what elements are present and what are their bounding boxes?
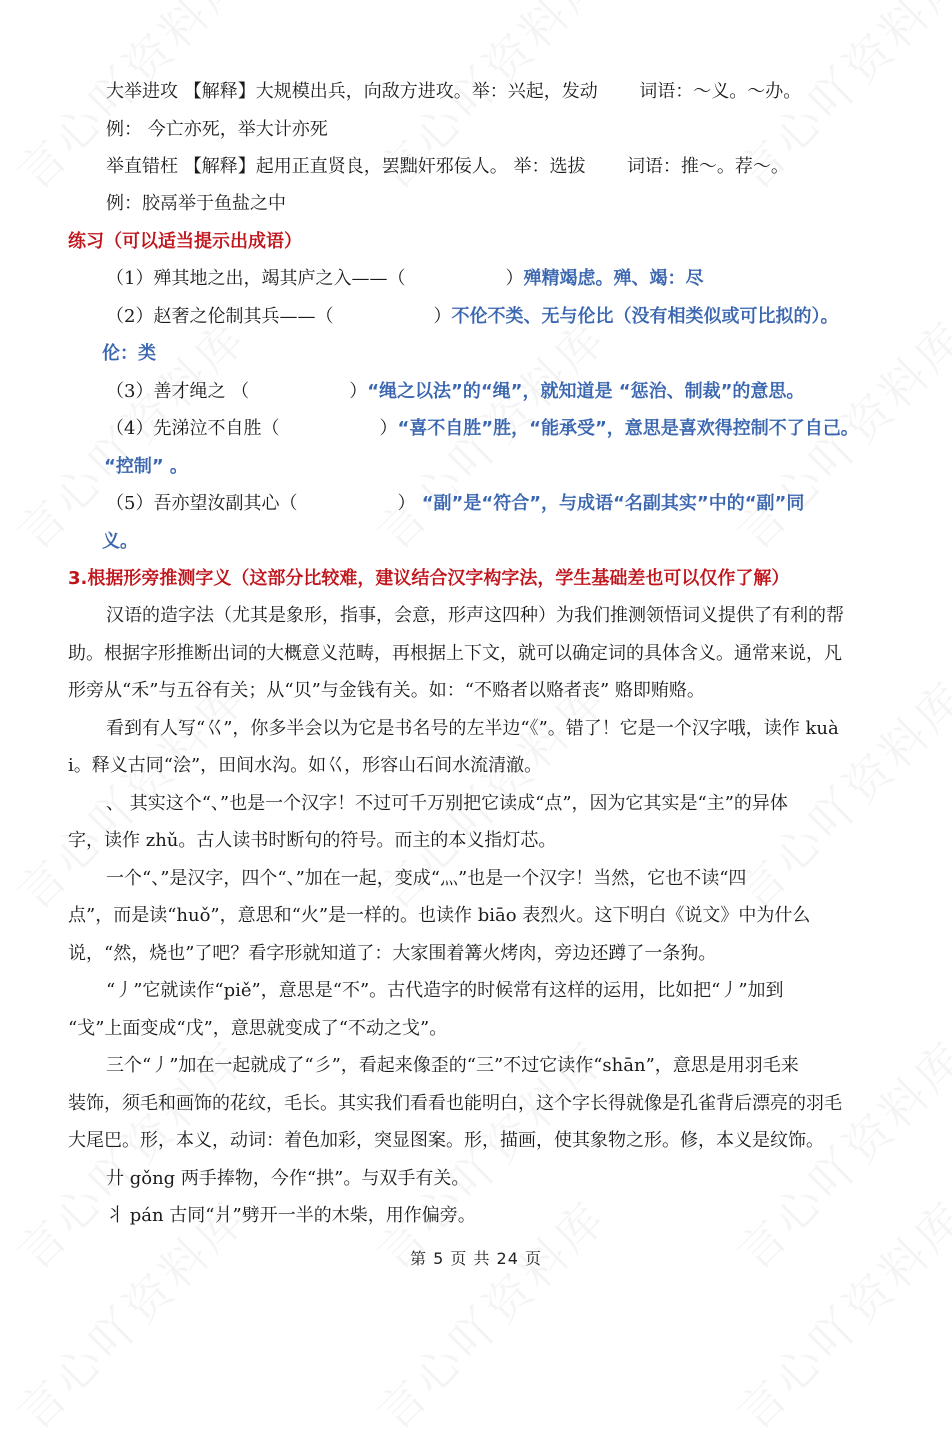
exercise-heading: 练习（可以适当提示出成语） <box>68 231 302 252</box>
idiom-explanation: 起用正直贤良，罢黜奸邪佞人。 举：选拔 <box>255 156 586 177</box>
page-number: 第 5 页 共 24 页 <box>410 1249 542 1268</box>
exercise-prompt: （2）赵奢之伦制其兵——（ <box>106 306 334 327</box>
exercise-prompt: （3）善才绳之 （ <box>106 381 250 402</box>
paragraph-line: “戈”上面变成“戊”，意思就变成了“不动之戈”。 <box>68 1018 448 1039</box>
idiom-term: 举直错枉 <box>106 156 178 177</box>
exercise-close: ） <box>505 268 524 289</box>
paragraph-line: 丬 pán 古同“爿”劈开一半的木柴，用作偏旁。 <box>106 1205 476 1226</box>
exercise-answer-continued: 义。 <box>102 531 138 552</box>
paragraph-line: 廾 gǒng 两手捧物，今作“拱”。与双手有关。 <box>106 1168 470 1189</box>
idiom-words: 词语：～义。～办。 <box>639 81 802 102</box>
exercise-answer: “喜不自胜”胜，“能承受”，意思是喜欢得控制不了自己。 <box>397 418 859 439</box>
idiom-entry <box>106 155 789 179</box>
idiom-example: 例：胶鬲举于鱼盐之中 <box>106 193 286 214</box>
paragraph-line: 大尾巴。形，本义，动词：着色加彩，突显图案。形，描画，使其象物之形。修，本义是纹饰。 <box>68 1130 824 1151</box>
paragraph-line: 三个“丿”加在一起就成了“彡”，看起来像歪的“三”不过它读作“shān”，意思是用羽毛来 <box>106 1055 799 1076</box>
exercise-answer: 不伦不类、无与伦比（没有相类似或可比拟的）。 <box>451 306 839 327</box>
paragraph-line: 说，“然，烧也”了吧？看字形就知道了：大家围着篝火烤肉，旁边还蹲了一条狗。 <box>68 943 717 964</box>
exercise-answer-continued: “控制” 。 <box>104 456 188 477</box>
paragraph-line: 点”，而是读“huǒ”，意思和“火”是一样的。也读作 biāo 表烈火。这下明白《说文》中为什么 <box>68 905 811 926</box>
exercise-answer: “副”是“符合”，与成语“名副其实”中的“副”同 <box>415 493 805 514</box>
paragraph-line: 一个“、”是汉字，四个“、”加在一起，变成“灬”也是一个汉字！当然，它也不读“四 <box>106 868 747 889</box>
idiom-term: 大举进攻 <box>106 81 178 102</box>
exercise-item <box>106 492 804 516</box>
exercise-close: ） <box>349 381 368 402</box>
paragraph-line: i。释义古同“浍”，田间水沟。如巜，形容山石间水流清澈。 <box>68 755 543 776</box>
paragraph-line: 、 其实这个“、”也是一个汉字！不过可千万别把它读成“点”，因为它其实是“主”的异体 <box>106 793 788 814</box>
exercise-close: ） <box>379 418 398 439</box>
exercise-item <box>106 305 838 329</box>
paragraph-line: 助。根据字形推断出词的大概意义范畴，再根据上下文，就可以确定词的具体含义。通常来说，凡 <box>68 643 842 664</box>
idiom-example: 例： 今亡亦死，举大计亦死 <box>106 119 328 140</box>
idiom-tag: 【解释】 <box>183 156 256 177</box>
paragraph-line: “丿”它就读作“piě”，意思是“不”。古代造字的时候常有这样的运用，比如把“丿”加到 <box>106 980 784 1001</box>
exercise-item <box>106 417 859 441</box>
exercise-answer: 殚精竭虑。殚、竭：尽 <box>523 268 704 289</box>
exercise-answer-continued: 伦：类 <box>102 343 156 364</box>
paragraph-line: 汉语的造字法（尤其是象形，指事，会意，形声这四种）为我们推测领悟词义提供了有利的帮 <box>106 605 844 626</box>
idiom-entry <box>106 80 801 104</box>
paragraph-line: 字，读作 zhǔ。古人读书时断句的符号。而主的本义指灯芯。 <box>68 830 557 851</box>
exercise-item <box>106 267 703 291</box>
exercise-prompt: （5）吾亦望汝副其心（ <box>106 493 298 514</box>
idiom-words: 词语：推～。荐～。 <box>626 156 789 177</box>
paragraph-line: 装饰，须毛和画饰的花纹，毛长。其实我们看看也能明白，这个字长得就像是孔雀背后漂亮的羽毛 <box>68 1093 842 1114</box>
exercise-item <box>106 380 804 404</box>
idiom-tag: 【解释】 <box>183 81 256 102</box>
exercise-prompt: （1）殚其地之出，竭其庐之入——（ <box>106 268 406 289</box>
section-heading: 3.根据形旁推测字义（这部分比较难，建议结合汉字构字法，学生基础差也可以仅作了解） <box>68 568 790 589</box>
paragraph-line: 看到有人写“巜”，你多半会以为它是书名号的左半边“《”。错了！它是一个汉字哦，读作 kuà <box>106 718 839 739</box>
exercise-close: ） <box>433 306 452 327</box>
exercise-close: ） <box>397 493 416 514</box>
exercise-prompt: （4）先涕泣不自胜（ <box>106 418 280 439</box>
exercise-answer: “绳之以法”的“绳”，就知道是 “惩治、制裁”的意思。 <box>367 381 805 402</box>
idiom-explanation: 大规模出兵，向敌方进攻。举：兴起，发动 <box>255 81 598 102</box>
paragraph-line: 形旁从“禾”与五谷有关；从“贝”与金钱有关。如：“不赂者以赂者丧” 赂即贿赂。 <box>68 680 705 701</box>
